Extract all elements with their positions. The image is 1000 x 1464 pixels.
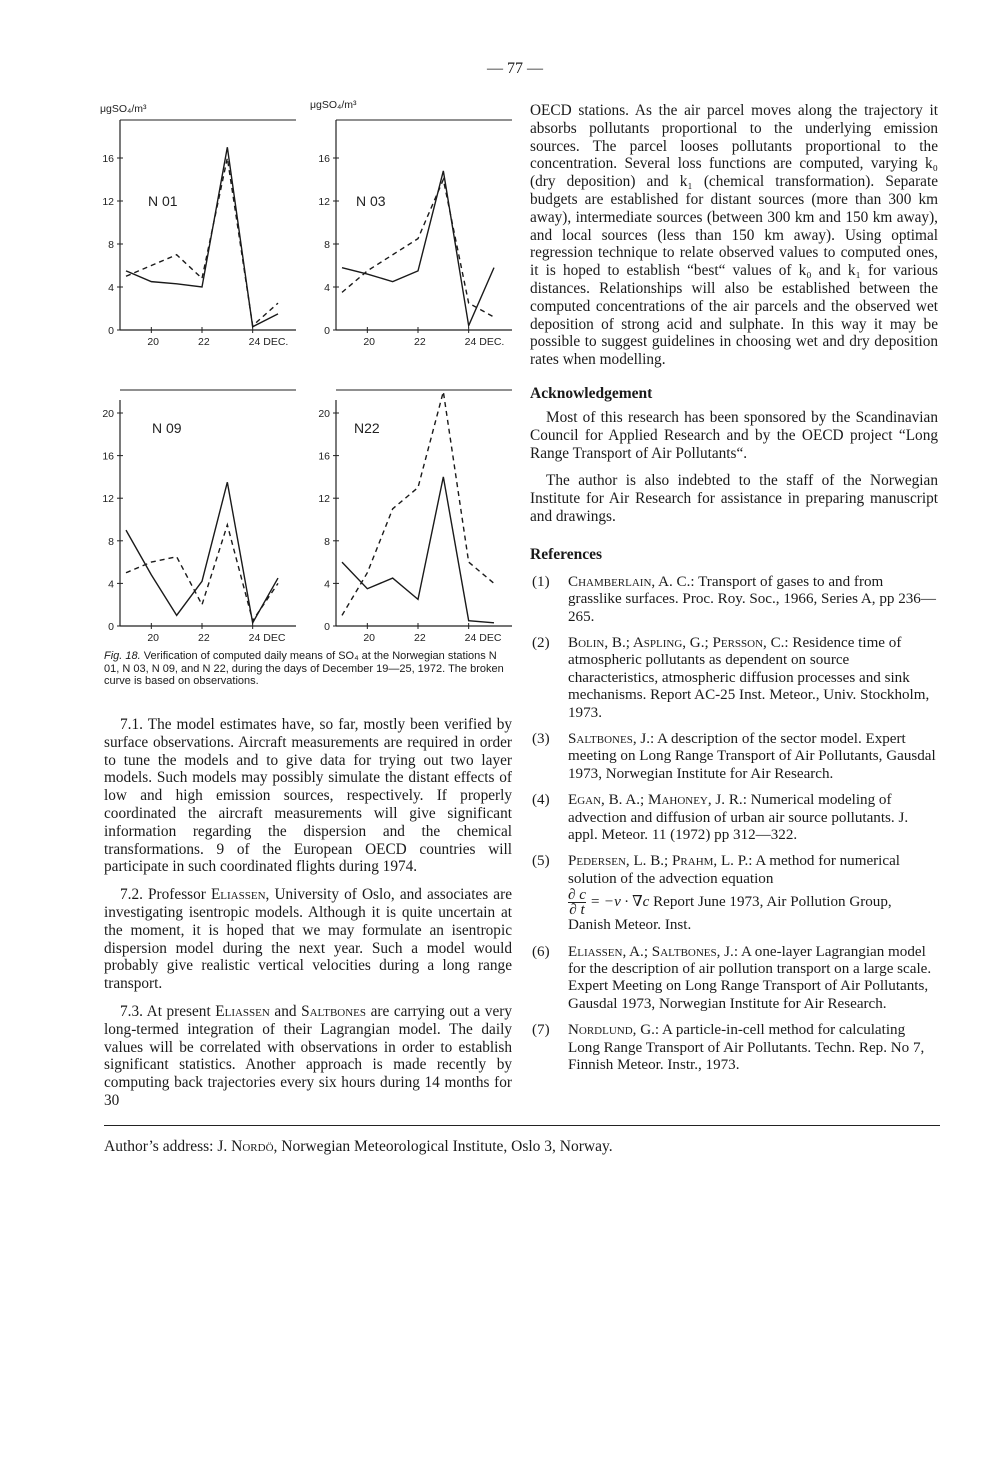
reference-4: (4) Egan, B. A.; Mahoney, J. R.: Numerical modeling of advection and diffusion of urban air source pollutants. J. appl. Meteor. 11 (1972) pp 312—322.: [532, 792, 909, 844]
paragraph-7-2: 7.2. Professor Eliassen, University of Oslo, and associates are investigating isentropic models. Although it is quite uncertain at the moment, it is hoped that we may formulate an isentropic dispersion model during the next year. Such a model would probably give realistic vertical velocities during a long range transport.: [104, 886, 512, 993]
y-tick-label: 0: [324, 621, 330, 633]
author-address: Author’s address: J. Nordö, Norwegian Meteorological Institute, Oslo 3, Norway.: [104, 1138, 613, 1155]
references-heading: References: [530, 545, 603, 563]
y-tick-label: 20: [102, 408, 114, 420]
caption-label: Fig. 18.: [104, 650, 141, 662]
observed-series-line: [126, 525, 278, 621]
y-tick-label: 0: [108, 621, 114, 633]
station-label: N 03: [356, 193, 386, 209]
y-axis-unit-label: μgSO₄/m³: [310, 100, 357, 111]
x-tick-label: 24 DEC.: [248, 336, 289, 348]
y-tick-label: 4: [108, 282, 114, 294]
x-tick-label: 22: [198, 336, 210, 348]
y-tick-label: 12: [102, 196, 114, 208]
y-tick-label: 4: [108, 578, 114, 591]
x-tick-label: 24 DEC: [248, 632, 286, 644]
y-tick-label: 12: [318, 493, 330, 506]
caption-text: Verification of computed daily means of SO₄ at the Norwegian stations N 01, N 03, N 09, and N 22, during the days of December 19—25, 1972. The broken curve is based on observations.: [104, 650, 504, 687]
paragraph-oecd: OECD stations. As the air parcel moves along the trajectory it absorbs pollutants proportional to the underlying emission sources. The parcel looses pollutants proportional to the concentration. Several loss functions are computed, varying k₀ (dry deposition) and k₁ (chemical transformation). Separate budgets are established for distant sources (more than 300 km away), intermediate sources (between 300 km and 150 km away), and local sources (less than 150 km away). Using optimal regression technique to relate observed values to computed ones, it is hoped to establish “best“ values of k₀ and k₁ for various distances. Relationships will also be established between the computed concentrations of the air parcels and the observed wet deposition of strong acid and sulphate. In this way it may be possible to suggest guidelines in choosing wet and dry deposition rates when modelling.: [530, 102, 938, 369]
paragraph-7-3: 7.3. At present Eliassen and Saltbones are carrying out a very long-termed integration of their Lagrangian model. The daily values will be correlated with observations in order to establish significant statistics. Another approach is made recently by computing back trajectories every six hours during 14 months for 30: [104, 1002, 512, 1109]
reference-5: (5) Pedersen, L. B.; Prahm, L. P.: A method for numerical solution of the advection equation $\frac{\partial c}{\partial t}$ = −v · ∇c Report June 1973, Air Pollution Group, Danish Meteor. Inst.: [532, 853, 900, 934]
station-label: N22: [354, 420, 380, 436]
y-tick-label: 16: [102, 153, 114, 165]
x-tick-label: 20: [363, 632, 376, 644]
y-tick-label: 0: [324, 325, 330, 337]
acknowledgement-heading: Acknowledgement: [530, 384, 653, 402]
y-tick-label: 0: [108, 325, 114, 337]
x-tick-label: 20: [363, 336, 376, 348]
reference-2: (2) Bolin, B.; Aspling, G.; Persson, C.: Residence time of atmospheric pollutants as dependent on source characteristics, atmospheric diffusion processes and sink mechanisms. Report AC-25 Inst. Meteor., Univ. Stockholm, 1973.: [532, 634, 930, 721]
y-tick-label: 16: [102, 450, 114, 463]
footer-rule: [104, 1125, 940, 1126]
y-tick-label: 8: [108, 239, 114, 251]
y-tick-label: 16: [318, 450, 330, 463]
y-axis-unit-label: μgSO₄/m³: [100, 103, 147, 115]
figure-18: [100, 100, 520, 648]
y-tick-label: 20: [318, 408, 330, 420]
computed-series-line: [126, 482, 278, 623]
advection-equation: $\frac{\partial c}{\partial t}$: [568, 887, 586, 919]
computed-series-line: [126, 147, 278, 327]
reference-3: (3) Saltbones, J.: A description of the sector model. Expert meeting on Long Range Transport of Air Pollutants, Gausdal 1973, Norwegian Institute for Air Research.: [532, 730, 936, 782]
reference-1: (1) Chamberlain, A. C.: Transport of gases to and from grasslike surfaces. Proc. Roy. Soc., 1966, Series A, pp 236—265.: [532, 573, 936, 625]
x-tick-label: 24 DEC: [464, 632, 502, 644]
y-tick-label: 12: [102, 493, 114, 506]
acknowledgement-paragraph-2: The author is also indebted to the staff of the Norwegian Institute for Air Research for assistance in preparing manuscript and drawings.: [530, 472, 938, 525]
page-number: — 77 —: [487, 60, 543, 77]
observed-series-line: [126, 158, 278, 326]
y-tick-label: 4: [324, 578, 330, 591]
x-tick-label: 22: [414, 336, 426, 348]
reference-6: (6) Eliassen, A.; Saltbones, J.: A one-layer Lagrangian model for the description of air pollution transport on a large scale. Expert Meeting on Long Range Transport of Air Pollutants, Gausdal 1973, Norwegian Institute for Air Research.: [532, 943, 932, 1012]
right-column: [530, 102, 938, 1083]
computed-series-line: [342, 477, 494, 623]
x-tick-label: 24 DEC.: [464, 336, 505, 348]
y-tick-label: 8: [324, 535, 330, 548]
y-tick-label: 8: [108, 535, 114, 548]
author-name: Saltbones: [301, 1002, 367, 1020]
x-tick-label: 22: [198, 632, 210, 644]
left-column: [104, 716, 512, 1110]
station-label: N 01: [148, 193, 178, 209]
y-tick-label: 4: [324, 282, 330, 294]
x-tick-label: 20: [147, 632, 160, 644]
figure-caption: [104, 650, 512, 688]
paragraph-7-1: 7.1. The model estimates have, so far, mostly been verified by surface observations. Aircraft measurements are required in order to tune the models and to give data for trying out two layer models. Such models may possibly simulate the distant effects of low and high emission sources, respectively. If properly coordinated the aircraft measurements will give significant information regarding the dispersion and the chemical transformations. 9 of the European OECD countries will participate in such coordinated flights during 1974.: [104, 716, 512, 876]
y-tick-label: 12: [318, 196, 330, 208]
x-tick-label: 20: [147, 336, 160, 348]
x-tick-label: 22: [414, 632, 426, 644]
station-label: N 09: [152, 420, 182, 436]
reference-7: (7) Nordlund, G.: A particle-in-cell method for calculating Long Range Transport of Air Pollutants. Techn. Rep. No 7, Finnish Meteor. Instr., 1973.: [532, 1022, 925, 1074]
y-tick-label: 8: [324, 239, 330, 251]
author-name: Eliassen: [210, 886, 266, 904]
y-tick-label: 16: [318, 153, 330, 165]
author-name: Eliassen: [215, 1002, 270, 1020]
acknowledgement-paragraph-1: Most of this research has been sponsored by the Scandinavian Council for Applied Research and by the OECD project “Long Range Transport of Air Pollutants“.: [530, 408, 938, 462]
